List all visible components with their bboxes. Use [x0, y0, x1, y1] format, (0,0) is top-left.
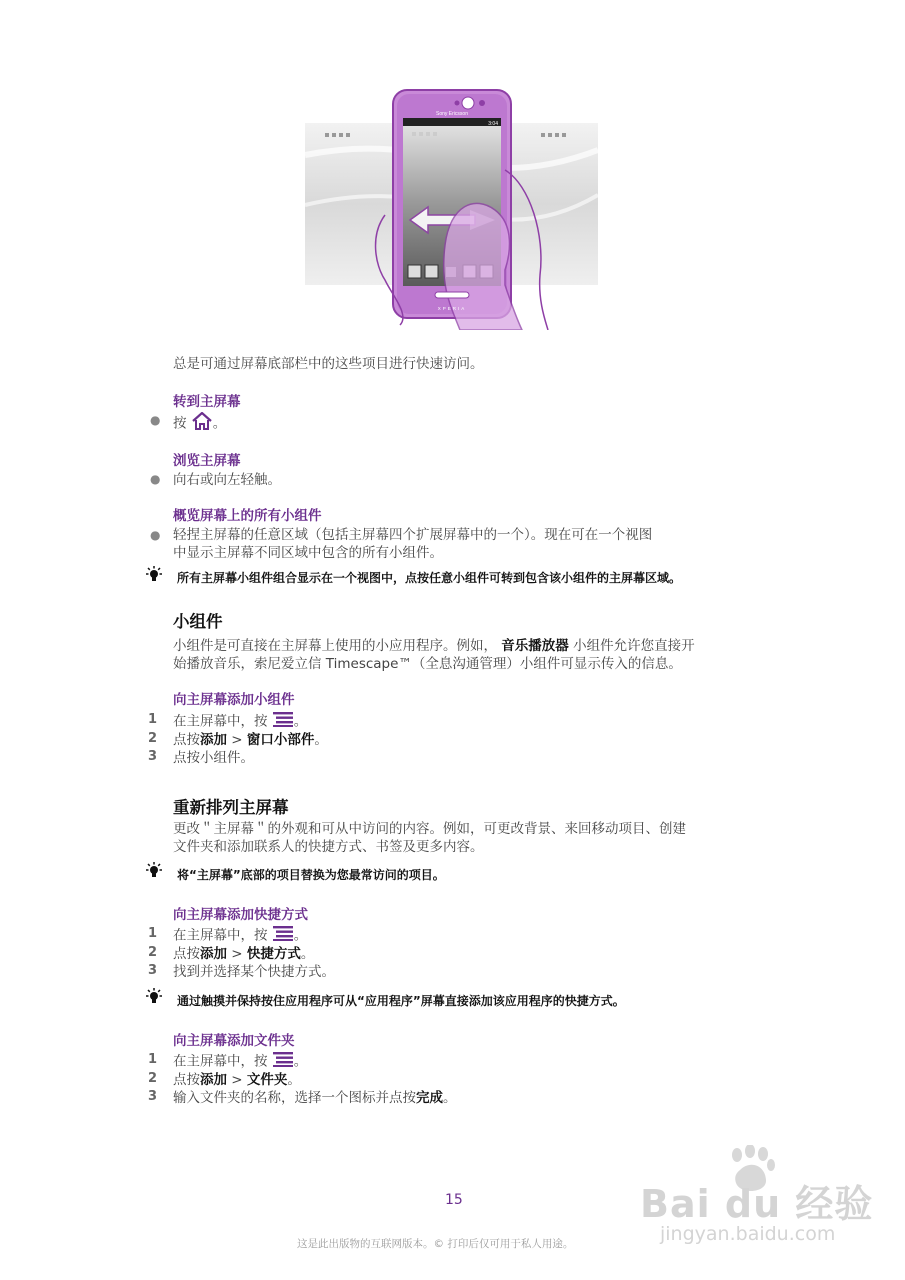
- step-number: 1: [148, 926, 158, 941]
- rearrange-line2: 文件夹和添加联系人的快捷方式、书签及更多内容。: [173, 839, 484, 855]
- section-title-widgets: 小组件: [173, 612, 223, 631]
- overview-line1: 轻捏主屏幕的任意区域（包括主屏幕四个扩展屏幕中的一个）。现在可在一个视图: [173, 527, 653, 543]
- heading-overview: 概览屏幕上的所有小组件: [173, 508, 322, 524]
- home-instruction: 按 。: [173, 412, 226, 435]
- menu-icon: [272, 711, 294, 732]
- heading-go-home: 转到主屏幕: [173, 394, 241, 410]
- bullet: ●: [150, 528, 161, 542]
- tip-text: 通过触摸并保持按住应用程序可从“应用程序”屏幕直接添加该应用程序的快捷方式。: [177, 994, 625, 1008]
- baidu-jingyan-watermark: [640, 1145, 880, 1255]
- lightbulb-icon: [145, 862, 163, 884]
- step-text: 点按添加 > 窗口小部件。: [173, 732, 328, 748]
- step-text: 在主屏幕中，按 。: [173, 711, 307, 732]
- step-number: 2: [148, 731, 158, 746]
- overview-line2: 中显示主屏幕不同区域中包含的所有小组件。: [173, 545, 443, 561]
- menu-icon: [272, 925, 294, 946]
- lightbulb-icon: [145, 988, 163, 1010]
- phone-model: XPERIA: [437, 306, 467, 311]
- step-text: 点按添加 > 快捷方式。: [173, 946, 315, 962]
- step-text: 在主屏幕中，按 。: [173, 1051, 307, 1072]
- tip-text: 将“主屏幕”底部的项目替换为您最常访问的项目。: [177, 868, 445, 882]
- step-text: 在主屏幕中，按 。: [173, 925, 307, 946]
- step-number: 3: [148, 749, 158, 764]
- step-number: 2: [148, 1071, 158, 1086]
- phone-brand: Sony Ericsson: [436, 111, 468, 117]
- menu-icon: [272, 1051, 294, 1072]
- bullet: ●: [150, 472, 161, 486]
- step-number: 1: [148, 712, 158, 727]
- step-text: 找到并选择某个快捷方式。: [173, 964, 335, 980]
- bullet: ●: [150, 413, 161, 427]
- page-number: 15: [445, 1192, 463, 1208]
- widgets-para-line1: 小组件是可直接在主屏幕上使用的小应用程序。例如， 音乐播放器 小组件允许您直接开: [173, 638, 695, 654]
- step-text: 点按添加 > 文件夹。: [173, 1072, 301, 1088]
- heading-add-folder: 向主屏幕添加文件夹: [173, 1033, 295, 1049]
- phone-illustration: [300, 85, 605, 330]
- section-title-rearrange: 重新排列主屏幕: [173, 798, 289, 817]
- step-number: 3: [148, 1089, 158, 1104]
- status-time: 3:04: [488, 121, 498, 127]
- heading-add-widget: 向主屏幕添加小组件: [173, 692, 295, 708]
- step-text: 点按小组件。: [173, 750, 254, 766]
- heading-browse: 浏览主屏幕: [173, 453, 241, 469]
- footer-note: 这是此出版物的互联网版本。© 打印后仅可用于私人用途。: [297, 1238, 574, 1250]
- intro-text: 总是可通过屏幕底部栏中的这些项目进行快速访问。: [173, 356, 484, 372]
- tip-text: 所有主屏幕小组件组合显示在一个视图中，点按任意小组件可转到包含该小组件的主屏幕区域。: [177, 571, 682, 585]
- rearrange-line1: 更改＂主屏幕＂的外观和可从中访问的内容。例如，可更改背景、来回移动项目、创建: [173, 821, 686, 837]
- step-number: 1: [148, 1052, 158, 1067]
- widgets-para-line2: 始播放音乐，索尼爱立信 Timescape™（全息沟通管理）小组件可显示传入的信息。: [173, 656, 682, 672]
- watermark-url: jingyan.baidu.com: [660, 1223, 836, 1245]
- step-number: 3: [148, 963, 158, 978]
- watermark-logo: Bai du 经验: [640, 1182, 874, 1226]
- lightbulb-icon: [145, 566, 163, 588]
- heading-add-shortcut: 向主屏幕添加快捷方式: [173, 907, 308, 923]
- step-number: 2: [148, 945, 158, 960]
- step-text: 输入文件夹的名称，选择一个图标并点按完成。: [173, 1090, 457, 1106]
- browse-instruction: 向右或向左轻触。: [173, 472, 281, 488]
- home-icon: [191, 412, 213, 435]
